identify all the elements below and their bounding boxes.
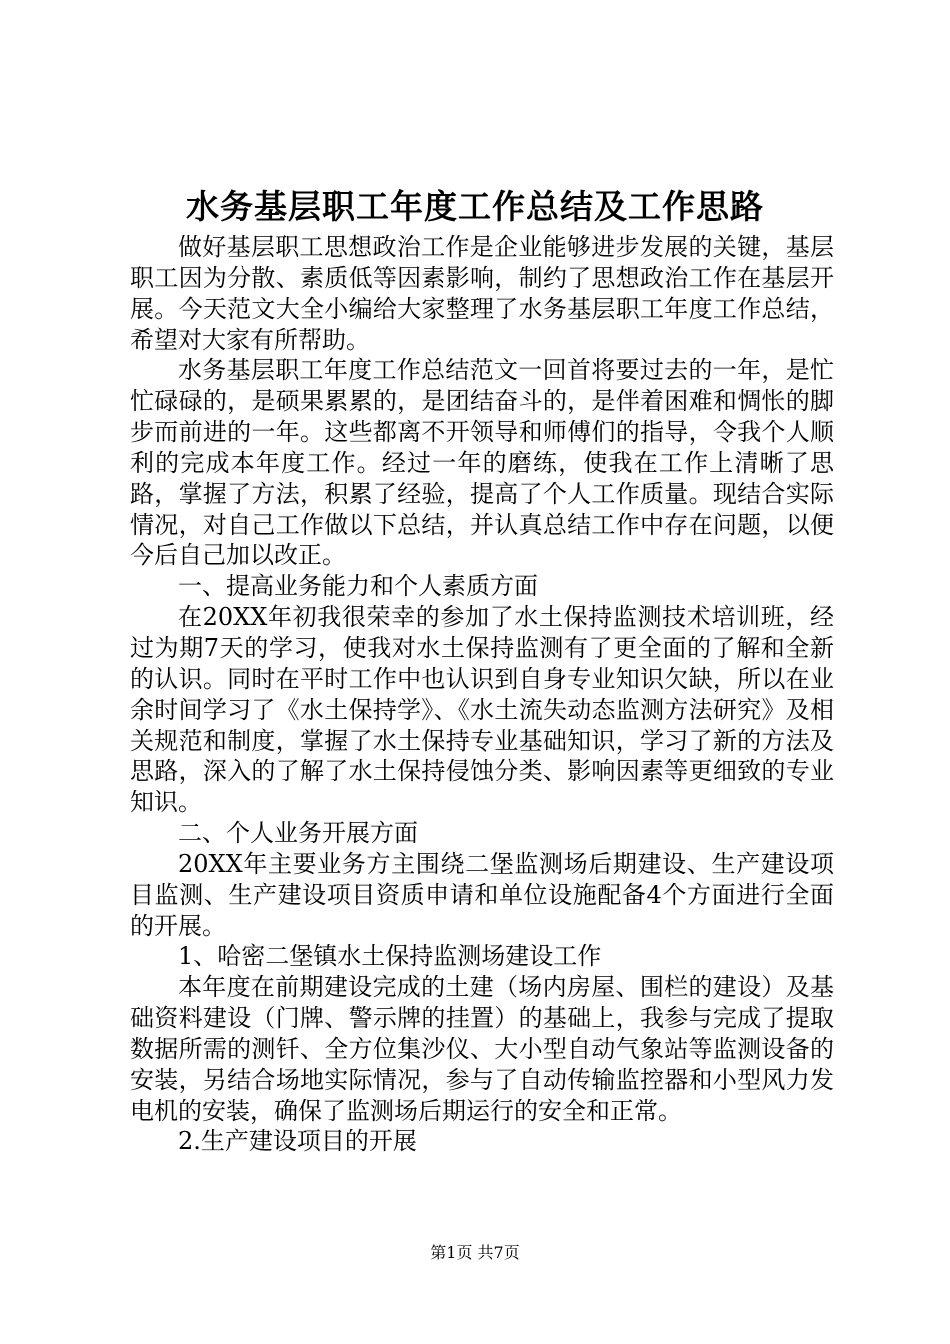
paragraph-intro: 做好基层职工思想政治工作是企业能够进步发展的关键，基层职工因为分散、素质低等因素影响，制约了思想政治工作在基层开展。今天范文大全小编给大家整理了水务基层职工年度工作总结，希望对大家有所帮助。 — [130, 233, 834, 354]
paragraph-summary: 水务基层职工年度工作总结范文一回首将要过去的一年，是忙忙碌碌的，是硕果累累的，是团结奋斗的，是伴着困难和惆怅的脚步而前进的一年。这些都离不开领导和师傅们的指导，令我个人顺利的完成本年度工作。经过一年的磨练，使我在工作上清晰了思路，掌握了方法，积累了经验，提高了个人工作质量。现结合实际情况，对自己工作做以下总结，并认真总结工作中存在问题，以便今后自己加以改正。 — [130, 356, 834, 570]
document-title: 水务基层职工年度工作总结及工作思路 — [186, 187, 764, 226]
document-body — [130, 232, 834, 1157]
section-heading-1: 一、提高业务能力和个人素质方面 — [178, 572, 538, 601]
section-heading-2: 二、个人业务开展方面 — [178, 819, 418, 848]
paragraph-business: 20XX年主要业务方主围绕二堡监测场后期建设、生产建设项目监测、生产建设项目资质申请和单位设施配备4个方面进行全面的开展。 — [130, 849, 834, 940]
paragraph-monitoring-site: 本年度在前期建设完成的土建（场内房屋、围栏的建设）及基础资料建设（门牌、警示牌的挂置）的基础上，我参与完成了提取数据所需的测钎、全方位集沙仪、大小型自动气象站等监测设备的安装，另结合场地实际情况，参与了自动传输监控器和小型风力发电机的安装，确保了监测场后期运行的安全和正常。 — [130, 973, 834, 1125]
subsection-heading-2: 2.生产建设项目的开展 — [178, 1127, 417, 1156]
page-number-footer: 第1页 共7页 — [430, 1243, 520, 1262]
subsection-heading-1: 1、哈密二堡镇水土保持监测场建设工作 — [178, 942, 602, 971]
paragraph-training: 在20XX年初我很荣幸的参加了水土保持监测技术培训班，经过为期7天的学习，使我对水土保持监测有了更全面的了解和全新的认识。同时在平时工作中也认识到自身专业知识欠缺，所以在业余时间学习了《水土保持学》、《水土流失动态监测方法研究》及相关规范和制度，掌握了水土保持专业基础知识，学习了新的方法及思路，深入的了解了水土保持侵蚀分类、影响因素等更细致的专业知识。 — [130, 603, 834, 817]
